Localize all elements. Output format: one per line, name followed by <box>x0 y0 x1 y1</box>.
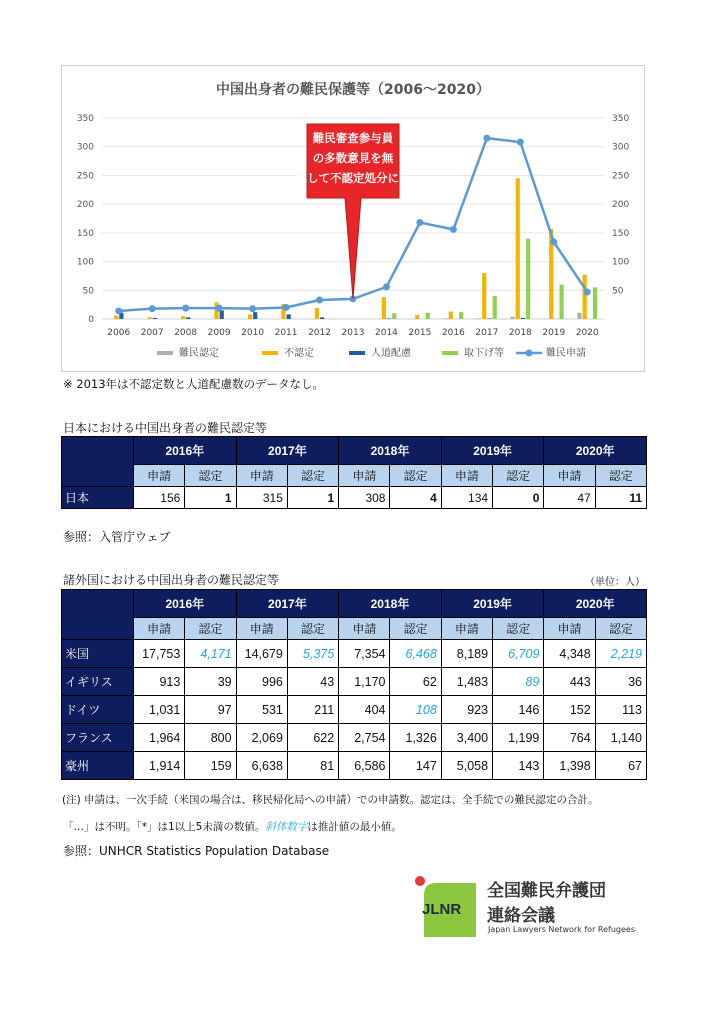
legend-swatch <box>262 351 278 355</box>
y-tick-label: 0 <box>88 315 94 325</box>
note-2-part-c: は推計値の最小値。 <box>307 821 402 833</box>
bar <box>510 317 514 319</box>
line-point <box>550 239 557 246</box>
japan-source: 参照：入管庁ウェブ <box>63 530 171 544</box>
line-point <box>283 304 290 311</box>
y-tick-label: 150 <box>76 228 94 239</box>
chart-title: 中国出身者の難民保護等（2006～2020） <box>216 82 490 98</box>
row-label: イギリス <box>62 668 134 696</box>
table-cell: 1,914 <box>134 752 185 780</box>
bar <box>320 317 324 319</box>
table-cell: 7,354 <box>339 640 390 668</box>
table-cell: 6,586 <box>339 752 390 780</box>
y-tick-label: 50 <box>82 286 94 297</box>
table-cell: 622 <box>287 724 338 752</box>
bar <box>577 313 581 319</box>
sub-header: 申請 <box>236 618 287 640</box>
table-cell: 146 <box>493 696 544 724</box>
table-cell: 11 <box>595 487 646 509</box>
year-header: 2016年 <box>134 590 237 618</box>
logo-english: Japan Lawyers Network for Refugees <box>488 925 635 934</box>
bar <box>426 313 430 319</box>
bar <box>253 312 257 319</box>
table-cell: 1,031 <box>134 696 185 724</box>
year-header: 2019年 <box>441 437 544 465</box>
table-cell: 6,638 <box>236 752 287 780</box>
bar <box>153 318 157 319</box>
table-cell: 404 <box>339 696 390 724</box>
bar <box>516 178 520 319</box>
table-cell: 923 <box>441 696 492 724</box>
unit-label: （単位：人） <box>585 577 645 588</box>
table-cell: 108 <box>390 696 441 724</box>
table-cell: 443 <box>544 668 595 696</box>
table-cell: 996 <box>236 668 287 696</box>
line-point <box>383 283 390 290</box>
bar <box>521 318 525 319</box>
x-tick-label: 2019 <box>542 328 566 338</box>
sub-header: 申請 <box>441 618 492 640</box>
line-point <box>216 305 223 312</box>
line-point <box>115 307 122 314</box>
refugee-chart <box>62 66 644 371</box>
year-header: 2020年 <box>544 590 647 618</box>
table-cell: 1,398 <box>544 752 595 780</box>
table-row <box>62 724 647 752</box>
table-cell: 4,348 <box>544 640 595 668</box>
legend-label: 取下げ等 <box>464 348 504 359</box>
table-cell: 1,483 <box>441 668 492 696</box>
row-label: 豪州 <box>62 752 134 780</box>
callout-text: の多数意見を無 <box>312 151 394 165</box>
y2-tick-label: 100 <box>612 257 630 268</box>
sub-header: 申請 <box>236 465 287 487</box>
table-cell: 1 <box>287 487 338 509</box>
table-cell: 97 <box>185 696 236 724</box>
table-cell: 36 <box>595 668 646 696</box>
table-cell: 6,709 <box>493 640 544 668</box>
sub-header: 認定 <box>493 465 544 487</box>
table-cell: 4 <box>390 487 441 509</box>
table-cell: 315 <box>236 487 287 509</box>
legend-label: 難民認定 <box>179 348 219 359</box>
intl-table-title: 諸外国における中国出身者の難民認定等 <box>63 573 280 587</box>
sub-header: 認定 <box>390 618 441 640</box>
table-corner <box>62 590 134 640</box>
bar <box>387 318 391 319</box>
line-point <box>483 135 490 142</box>
table-cell: 143 <box>493 752 544 780</box>
table-cell: 1,199 <box>493 724 544 752</box>
sub-header: 認定 <box>493 618 544 640</box>
sub-header: 申請 <box>339 465 390 487</box>
y-tick-label: 300 <box>76 142 94 153</box>
table-row <box>62 640 647 668</box>
year-header: 2020年 <box>544 437 647 465</box>
x-tick-label: 2007 <box>140 328 164 338</box>
sub-header: 認定 <box>595 465 646 487</box>
row-label: 米国 <box>62 640 134 668</box>
sub-header: 認定 <box>185 618 236 640</box>
logo-name-line2: 連絡会議 <box>487 906 555 926</box>
x-tick-label: 2017 <box>475 328 499 338</box>
x-tick-label: 2013 <box>341 328 365 338</box>
table-cell: 5,375 <box>287 640 338 668</box>
bar <box>181 316 185 319</box>
table-cell: 152 <box>544 696 595 724</box>
table-cell: 39 <box>185 668 236 696</box>
bar <box>583 275 587 319</box>
red-dot-icon <box>415 876 425 886</box>
bar <box>186 317 190 319</box>
row-label: フランス <box>62 724 134 752</box>
table-cell: 134 <box>441 487 492 509</box>
japan-table-title: 日本における中国出身者の難民認定等 <box>63 421 268 435</box>
sub-header: 申請 <box>339 618 390 640</box>
year-header: 2017年 <box>236 437 339 465</box>
table-row <box>62 696 647 724</box>
callout-text: 難民審査参与員 <box>312 131 394 145</box>
note-2-italic-sample: 斜体数字 <box>265 821 308 833</box>
table-cell: 764 <box>544 724 595 752</box>
table-cell: 156 <box>134 487 185 509</box>
table-cell: 800 <box>185 724 236 752</box>
table-cell: 913 <box>134 668 185 696</box>
year-header: 2018年 <box>339 590 442 618</box>
japan-table <box>61 436 647 509</box>
table-cell: 211 <box>287 696 338 724</box>
table-row <box>62 752 647 780</box>
table-cell: 1,140 <box>595 724 646 752</box>
line-point <box>450 226 457 233</box>
bar <box>114 316 118 319</box>
table-cell: 2,219 <box>595 640 646 668</box>
sub-header: 申請 <box>441 465 492 487</box>
table-cell: 67 <box>595 752 646 780</box>
bar <box>477 318 481 319</box>
y2-tick-label: 50 <box>612 286 624 297</box>
line-point <box>416 219 423 226</box>
bar <box>449 312 453 319</box>
y-tick-label: 100 <box>76 257 94 268</box>
x-tick-label: 2014 <box>375 328 398 338</box>
table-cell: 14,679 <box>236 640 287 668</box>
bar <box>487 318 491 319</box>
table-cell: 2,069 <box>236 724 287 752</box>
y2-tick-label: 350 <box>612 114 630 124</box>
year-header: 2018年 <box>339 437 442 465</box>
sub-header: 認定 <box>185 465 236 487</box>
sub-header: 認定 <box>390 465 441 487</box>
x-tick-label: 2018 <box>508 328 532 338</box>
table-cell: 531 <box>236 696 287 724</box>
table-row <box>62 668 647 696</box>
table-cell: 308 <box>339 487 390 509</box>
table-cell: 89 <box>493 668 544 696</box>
callout-text: 視して不認定処分に！ <box>295 171 411 185</box>
bar <box>526 239 530 319</box>
table-cell: 0 <box>493 487 544 509</box>
legend-label: 難民申請 <box>546 348 586 359</box>
table-cell: 1,170 <box>339 668 390 696</box>
bar <box>560 285 564 319</box>
legend-swatch <box>442 351 458 355</box>
y-tick-label: 350 <box>76 114 94 124</box>
bar <box>315 308 319 319</box>
y2-tick-label: 250 <box>612 171 630 182</box>
line-point <box>149 305 156 312</box>
table-cell: 81 <box>287 752 338 780</box>
table-cell: 17,753 <box>134 640 185 668</box>
table-cell: 62 <box>390 668 441 696</box>
bar <box>148 317 152 319</box>
table-cell: 5,058 <box>441 752 492 780</box>
bar <box>482 273 486 319</box>
sub-header: 認定 <box>595 618 646 640</box>
year-header: 2019年 <box>441 590 544 618</box>
line-point <box>517 139 524 146</box>
year-header: 2017年 <box>236 590 339 618</box>
table-cell: 1,326 <box>390 724 441 752</box>
intl-table <box>61 589 647 780</box>
table-cell: 8,189 <box>441 640 492 668</box>
x-tick-label: 2010 <box>241 328 265 338</box>
legend-marker <box>526 350 533 357</box>
table-cell: 1 <box>185 487 236 509</box>
table-cell: 6,468 <box>390 640 441 668</box>
table-cell: 2,754 <box>339 724 390 752</box>
table-cell: 3,400 <box>441 724 492 752</box>
bar <box>415 315 419 319</box>
bar <box>444 318 448 319</box>
legend-swatch <box>349 351 365 355</box>
note-2-part-a: 「…」は不明。「*」は1以上5未満の数値。 <box>63 821 266 833</box>
bar <box>392 313 396 319</box>
y2-tick-label: 200 <box>612 200 630 211</box>
line-point <box>182 305 189 312</box>
table-cell: 159 <box>185 752 236 780</box>
sub-header: 申請 <box>134 618 185 640</box>
sub-header: 認定 <box>287 465 338 487</box>
x-tick-label: 2008 <box>174 328 198 338</box>
row-label: ドイツ <box>62 696 134 724</box>
x-tick-label: 2016 <box>441 328 465 338</box>
y-tick-label: 250 <box>76 171 94 182</box>
x-tick-label: 2020 <box>575 328 599 338</box>
table-cell: 4,171 <box>185 640 236 668</box>
legend-swatch <box>157 351 173 355</box>
bar <box>459 312 463 319</box>
table-cell: 1,964 <box>134 724 185 752</box>
table-cell: 113 <box>595 696 646 724</box>
table-cell: 47 <box>544 487 595 509</box>
bar <box>220 310 224 319</box>
y2-tick-label: 150 <box>612 228 630 239</box>
bar <box>248 314 252 319</box>
intl-source: 参照：UNHCR Statistics Population Database <box>63 844 330 858</box>
year-header: 2016年 <box>134 437 237 465</box>
logo-abbr: JLNR <box>422 901 462 918</box>
sub-header: 申請 <box>134 465 185 487</box>
jlnr-logo-mark <box>412 873 476 937</box>
x-tick-label: 2011 <box>274 328 298 338</box>
chart-panel <box>61 65 645 372</box>
x-tick-label: 2012 <box>308 328 331 338</box>
sub-header: 認定 <box>287 618 338 640</box>
x-tick-label: 2015 <box>408 328 432 338</box>
x-tick-label: 2009 <box>207 328 231 338</box>
sub-header: 申請 <box>544 465 595 487</box>
sub-header: 申請 <box>544 618 595 640</box>
note-2 <box>63 819 402 834</box>
bar <box>493 296 497 319</box>
y-tick-label: 200 <box>76 200 94 211</box>
bar <box>593 287 597 319</box>
legend-label: 人道配慮 <box>371 348 411 359</box>
line-point <box>249 305 256 312</box>
table-cell: 43 <box>287 668 338 696</box>
table-cell: 147 <box>390 752 441 780</box>
legend-label: 不認定 <box>284 348 314 359</box>
x-tick-label: 2006 <box>107 328 131 338</box>
line-point <box>316 297 323 304</box>
bar <box>382 297 386 319</box>
note-1: (注) 申請は、一次手続（米国の場合は、移民帰化局への申請）での申請数。認定は、全手続での難民認定の合計。 <box>62 794 599 806</box>
table-corner <box>62 437 134 487</box>
chart-note: ※ 2013年は不認定数と人道配慮数のデータなし。 <box>63 377 325 391</box>
logo-name-line1: 全国難民弁護団 <box>487 881 606 901</box>
y2-tick-label: 300 <box>612 142 630 153</box>
bar <box>287 314 291 319</box>
row-label: 日本 <box>62 487 134 509</box>
line-point <box>584 289 591 296</box>
